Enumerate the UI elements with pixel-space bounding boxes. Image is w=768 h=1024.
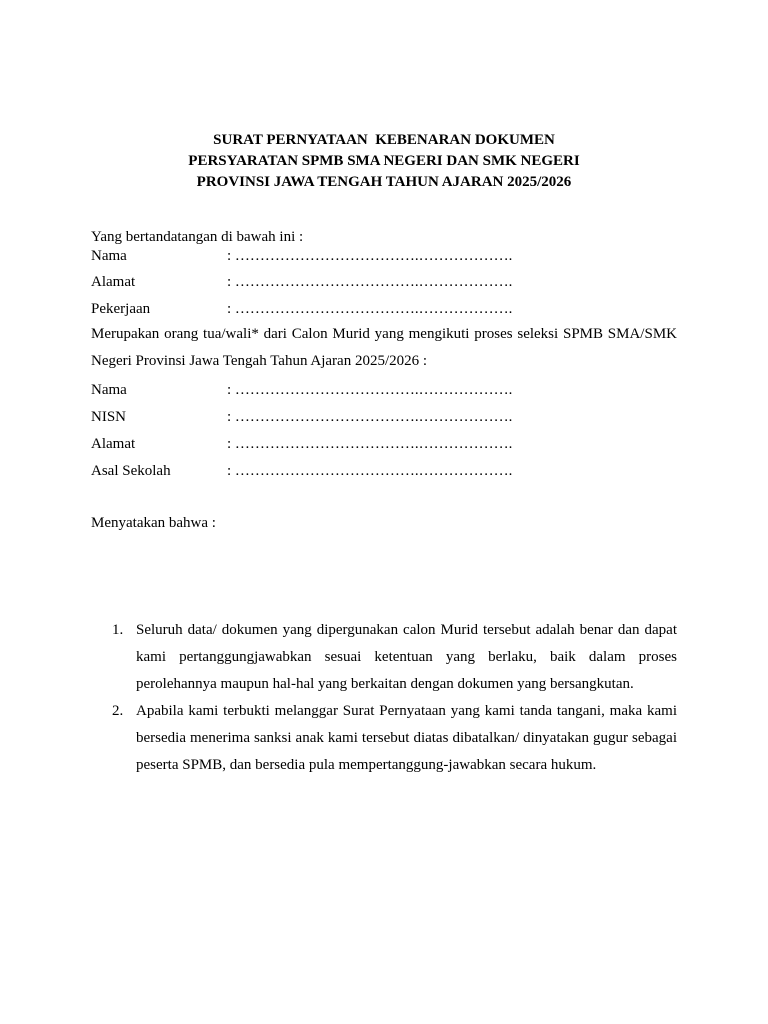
list-item-line: Seluruh data/ dokumen yang dipergunakan calon Murid tersebut adalah benar dan dapat — [136, 622, 677, 638]
list-item-line: bersedia menerima sanksi anak kami tersebut diatas dibatalkan/ dinyatakan gugur sebagai — [136, 730, 677, 746]
statement-paragraph — [91, 321, 677, 375]
title-line-3: PROVINSI JAWA TENGAH TAHUN AJARAN 2025/2026 — [196, 174, 572, 190]
student-nisn-row — [91, 407, 691, 427]
statement-line-2: Negeri Provinsi Jawa Tengah Tahun Ajaran 2025/2026 : — [91, 353, 428, 369]
document-title — [0, 130, 768, 193]
student-school-row — [91, 461, 691, 481]
list-item-line: kami pertanggungjawabkan sesuai ketentuan yang berlaku, baik dalam proses — [136, 649, 677, 665]
field-blank: : ……………………………….………………. — [227, 409, 513, 425]
field-blank: : ……………………………….………………. — [227, 274, 513, 290]
field-label: NISN — [91, 409, 127, 425]
student-name-row — [91, 380, 691, 400]
list-item-number: 1. — [112, 622, 124, 638]
intro-text: Yang bertandatangan di bawah ini : — [91, 229, 304, 245]
field-blank: : ……………………………….………………. — [227, 248, 513, 264]
field-label: Pekerjaan — [91, 301, 151, 317]
field-blank: : ……………………………….………………. — [227, 436, 513, 452]
field-label: Alamat — [91, 436, 136, 452]
statement-line-1: Merupakan orang tua/wali* dari Calon Murid yang mengikuti proses seleksi SPMB SMA/SMK — [91, 326, 677, 342]
parent-occupation-row — [91, 299, 691, 319]
declaration-heading: Menyatakan bahwa : — [91, 515, 216, 531]
list-item — [91, 698, 677, 779]
field-blank: : ……………………………….………………. — [227, 382, 513, 398]
list-item-line: Apabila kami terbukti melanggar Surat Pernyataan yang kami tanda tangani, maka kami — [136, 703, 677, 719]
list-item-line: peserta SPMB, dan bersedia pula mempertanggung-jawabkan secara hukum. — [136, 757, 597, 773]
declaration-list — [91, 617, 677, 779]
list-item — [91, 617, 677, 698]
field-label: Nama — [91, 382, 127, 398]
list-item-line: perolehannya maupun hal-hal yang berkaitan dengan dokumen yang bersangkutan. — [136, 676, 634, 692]
field-label: Alamat — [91, 274, 136, 290]
field-blank: : ……………………………….………………. — [227, 463, 513, 479]
field-label: Asal Sekolah — [91, 463, 171, 479]
title-line-2: PERSYARATAN SPMB SMA NEGERI DAN SMK NEGERI — [188, 153, 580, 169]
title-line-1: SURAT PERNYATAAN KEBENARAN DOKUMEN — [213, 132, 555, 148]
student-address-row — [91, 434, 691, 454]
list-item-number: 2. — [112, 703, 124, 719]
parent-address-row — [91, 272, 691, 292]
parent-name-row — [91, 246, 691, 266]
field-blank: : ……………………………….………………. — [227, 301, 513, 317]
field-label: Nama — [91, 248, 127, 264]
